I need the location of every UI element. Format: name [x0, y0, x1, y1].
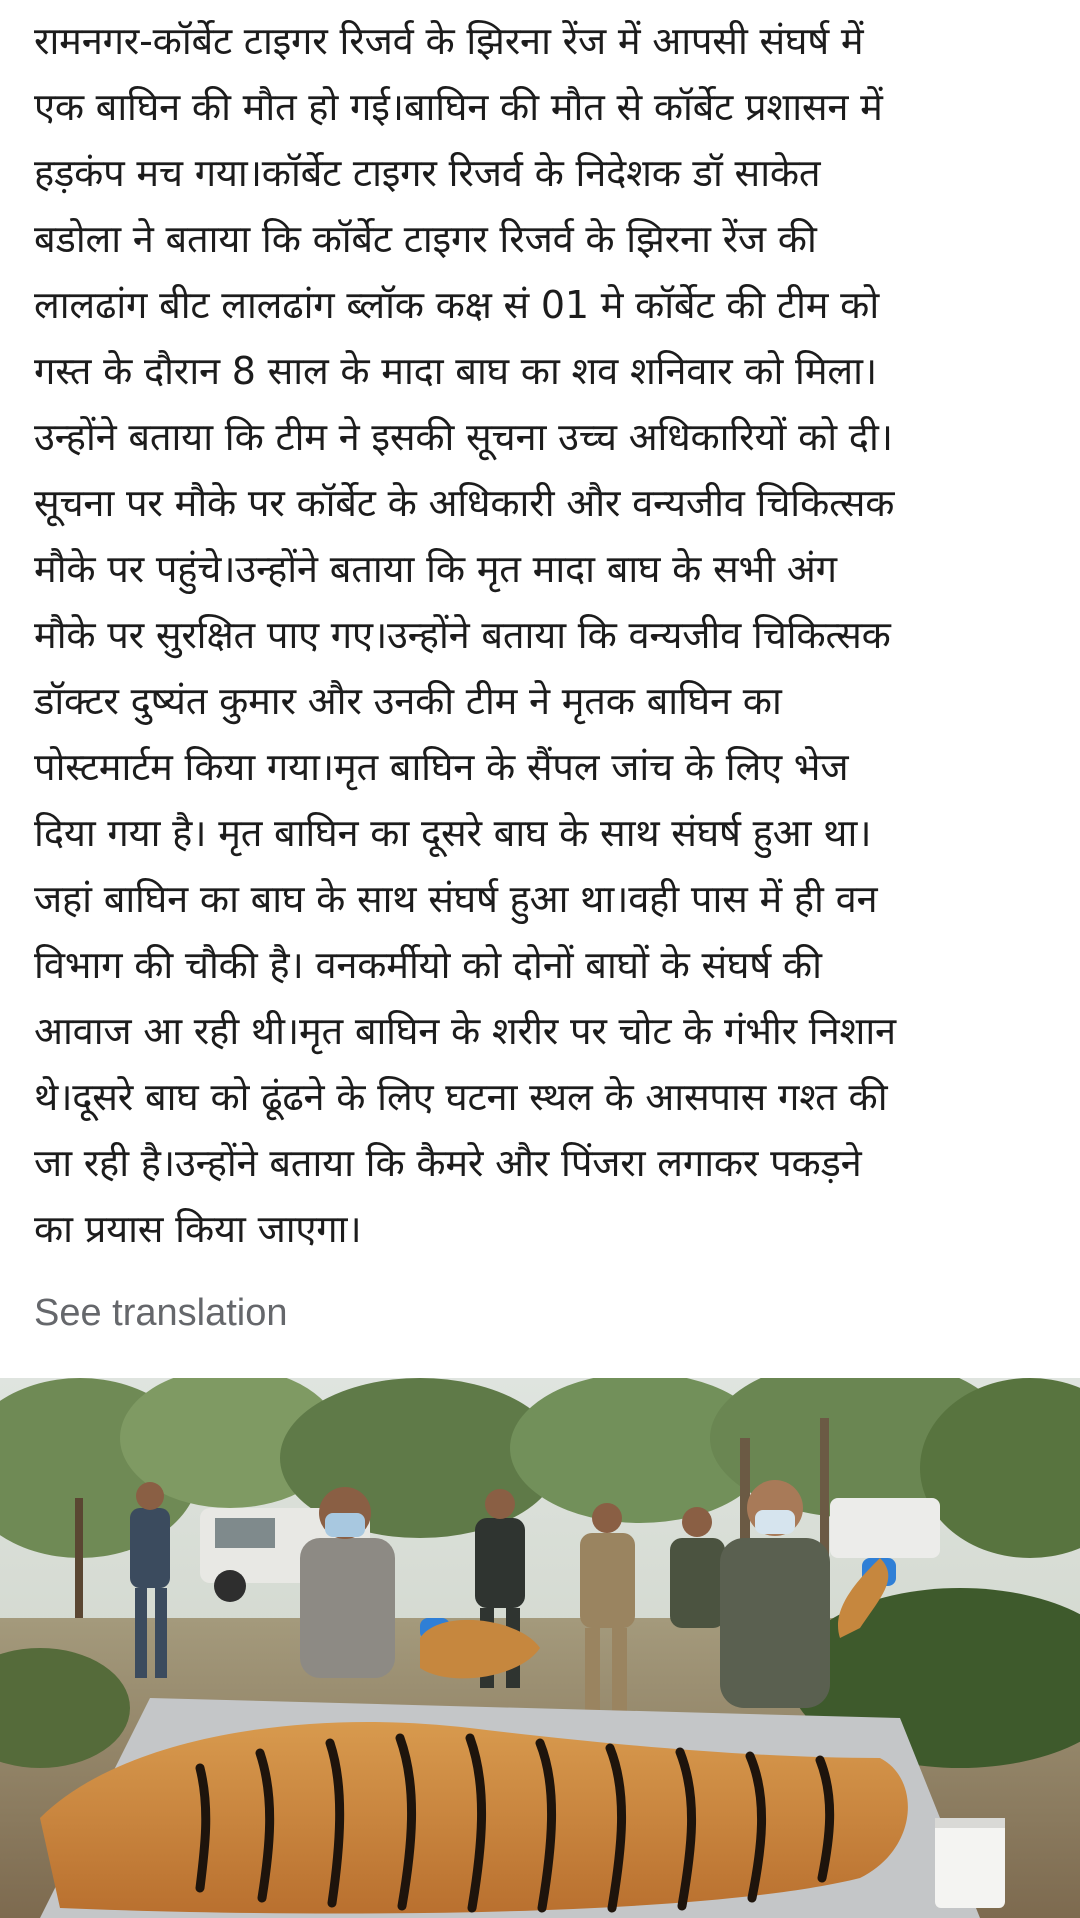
post-text-line: जहां बाघिन का बाघ के साथ संघर्ष हुआ था।वही पास में ही वन [34, 877, 878, 921]
post-text-line: हड़कंप मच गया।कॉर्बेट टाइगर रिजर्व के निदेशक डॉ साकेत [34, 151, 821, 195]
post-photo[interactable] [0, 1378, 1080, 1918]
post-text-line: एक बाघिन की मौत हो गई।बाघिन की मौत से कॉर्बेट प्रशासन में [34, 85, 883, 129]
tiger-postmortem-photo [0, 1378, 1080, 1918]
post-text-line: उन्होंने बताया कि टीम ने इसकी सूचना उच्च अधिकारियों को दी। [34, 415, 893, 459]
post-text [34, 8, 1054, 1262]
post-text-line: दिया गया है। मृत बाघिन का दूसरे बाघ के साथ संघर्ष हुआ था। [34, 811, 872, 855]
post-text-line: जा रही है।उन्होंने बताया कि कैमरे और पिंजरा लगाकर पकड़ने [34, 1141, 862, 1185]
post-text-line: सूचना पर मौके पर कॉर्बेट के अधिकारी और वन्यजीव चिकित्सक [34, 481, 895, 525]
post-text-line: रामनगर-कॉर्बेट टाइगर रिजर्व के झिरना रेंज में आपसी संघर्ष में [34, 19, 864, 63]
post-text-line: डॉक्टर दुष्यंत कुमार और उनकी टीम ने मृतक बाघिन का [34, 679, 782, 723]
post-text-line: मौके पर पहुंचे।उन्होंने बताया कि मृत मादा बाघ के सभी अंग [34, 547, 837, 591]
post-text-line: लालढांग बीट लालढांग ब्लॉक कक्ष सं 01 मे कॉर्बेट की टीम को [34, 283, 879, 327]
post-text-line: गस्त के दौरान 8 साल के मादा बाघ का शव शनिवार को मिला। [34, 349, 877, 393]
post-text-line: आवाज आ रही थी।मृत बाघिन के शरीर पर चोट के गंभीर निशान [34, 1009, 896, 1053]
post-text-line: पोस्टमार्टम किया गया।मृत बाघिन के सैंपल जांच के लिए भेज [34, 745, 849, 789]
post-text-line: थे।दूसरे बाघ को ढूंढने के लिए घटना स्थल के आसपास गश्त की [34, 1075, 888, 1119]
post-text-line: विभाग की चौकी है। वनकर्मीयो को दोनों बाघों के संघर्ष की [34, 943, 822, 987]
post-text-line: बडोला ने बताया कि कॉर्बेट टाइगर रिजर्व के झिरना रेंज की [34, 217, 817, 261]
see-translation-link[interactable]: See translation [34, 1292, 288, 1334]
post-text-line: मौके पर सुरक्षित पाए गए।उन्होंने बताया कि वन्यजीव चिकित्सक [34, 613, 891, 657]
post-text-line: का प्रयास किया जाएगा। [34, 1207, 362, 1251]
